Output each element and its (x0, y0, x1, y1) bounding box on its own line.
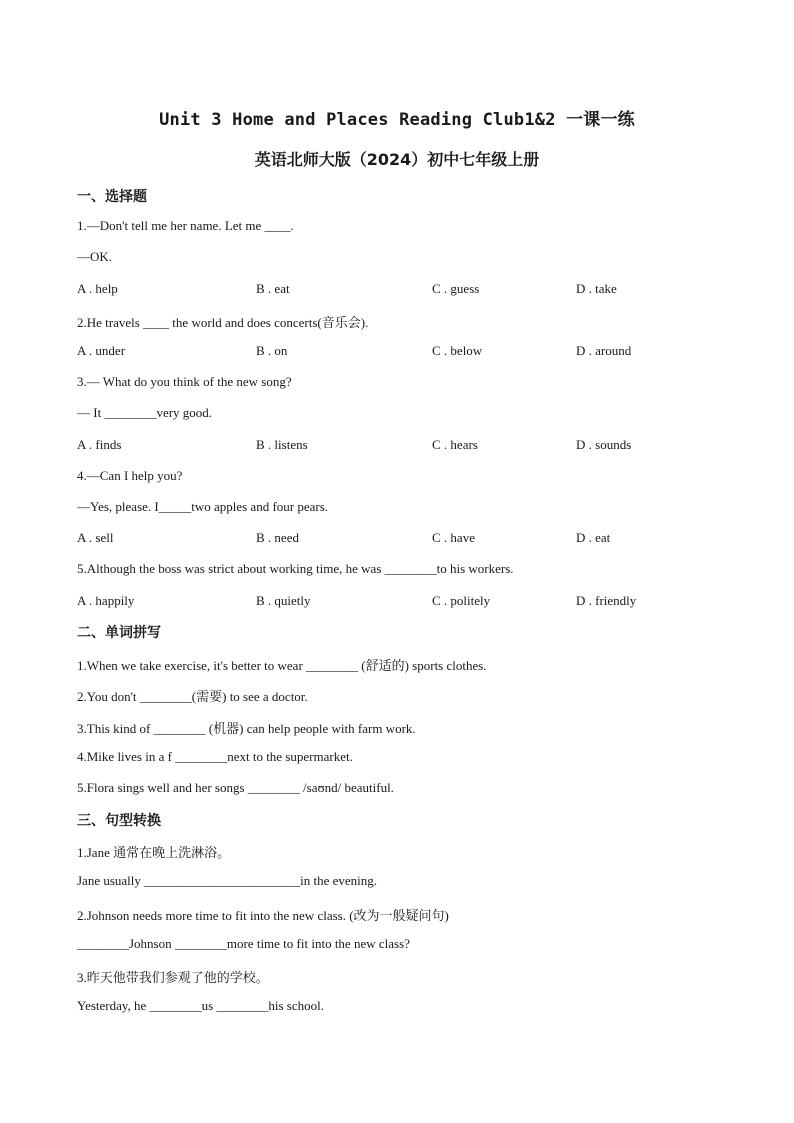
question-line: 3.— What do you think of the new song? (77, 374, 292, 389)
section-heading-transform: 三、句型转换 (77, 813, 161, 829)
question-line: 1.—Don't tell me her name. Let me ____. (77, 218, 294, 233)
spelling-item: 5.Flora sings well and her songs ________ /saʊnd/ beautiful. (77, 780, 394, 795)
option-a: A . happily (77, 593, 135, 608)
page-title: Unit 3 Home and Places Reading Club1&2 一课一练 (159, 110, 635, 130)
transform-item: 3.昨天他带我们参观了他的学校。 (77, 970, 269, 985)
spelling-item: 1.When we take exercise, it's better to wear ________ (舒适的) sports clothes. (77, 658, 487, 673)
question-line: 4.—Can I help you? (77, 468, 183, 483)
option-c: C . below (432, 343, 483, 358)
question-line: —OK. (77, 249, 113, 264)
question-line: 2.He travels ____ the world and does concerts(音乐会). (77, 315, 369, 330)
option-c: C . guess (432, 281, 480, 296)
spelling-item: 4.Mike lives in a f ________next to the supermarket. (77, 749, 353, 764)
question-line: —Yes, please. I_____two apples and four pears. (77, 499, 329, 514)
question-line: 5.Although the boss was strict about working time, he was ________to his workers. (77, 561, 514, 576)
option-d: D . sounds (576, 437, 632, 452)
transform-item: Jane usually ________________________in the evening. (77, 873, 378, 888)
section-heading-spelling: 二、单词拼写 (77, 625, 161, 641)
option-b: B . on (256, 343, 288, 358)
option-c: C . politely (432, 593, 491, 608)
option-a: A . help (77, 281, 118, 296)
option-a: A . sell (77, 530, 114, 545)
option-b: B . eat (256, 281, 290, 296)
option-d: D . take (576, 281, 617, 296)
option-b: B . quietly (256, 593, 311, 608)
page-subtitle: 英语北师大版（2024）初中七年级上册 (254, 150, 540, 169)
option-d: D . eat (576, 530, 611, 545)
transform-item: 2.Johnson needs more time to fit into the new class. (改为一般疑问句) (77, 908, 449, 923)
option-c: C . have (432, 530, 475, 545)
option-a: A . under (77, 343, 126, 358)
question-line: — It ________very good. (77, 405, 213, 420)
section-heading-choice: 一、选择题 (77, 189, 147, 205)
spelling-item: 2.You don't ________(需要) to see a doctor. (77, 689, 308, 704)
option-a: A . finds (77, 437, 122, 452)
spelling-item: 3.This kind of ________ (机器) can help people with farm work. (77, 721, 416, 736)
transform-item: ________Johnson ________more time to fit into the new class? (77, 936, 410, 951)
option-d: D . friendly (576, 593, 637, 608)
transform-item: 1.Jane 通常在晚上洗淋浴。 (77, 845, 231, 860)
option-b: B . listens (256, 437, 308, 452)
option-d: D . around (576, 343, 632, 358)
option-b: B . need (256, 530, 299, 545)
option-c: C . hears (432, 437, 478, 452)
transform-item: Yesterday, he ________us ________his school. (77, 998, 324, 1013)
